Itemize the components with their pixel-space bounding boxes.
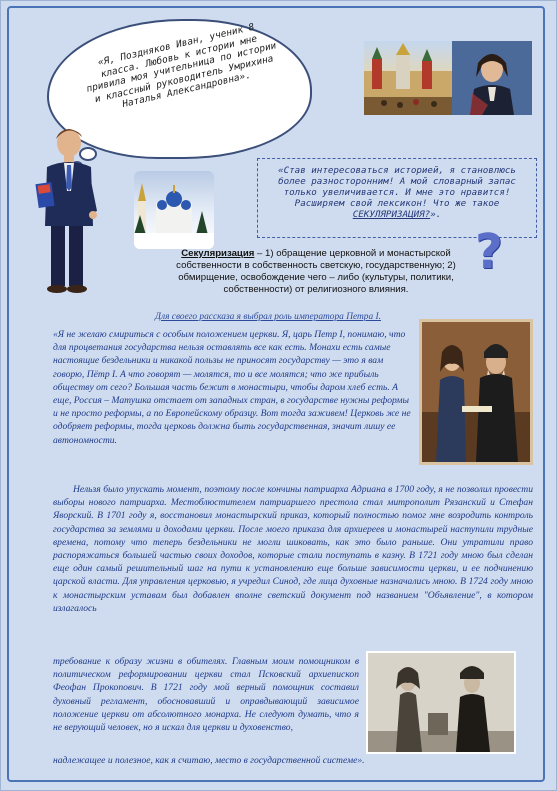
question-mark-icon: ? — [475, 224, 503, 280]
interest-quote-line2: Расширяем свой лексикон! Что же такое — [294, 198, 500, 209]
cloud-quote: «Я, Поздняков Иван, ученик 8 класса. Любовь к истории мне привила моя учительница по истории и классный руководитель Умрихина Наталья Александровна». — [85, 21, 278, 111]
peter-portrait — [452, 41, 532, 115]
definition-term: Секуляризация — [181, 248, 255, 259]
definition-text: – 1) обращение церковной и монастырской собственности в собственность светскую, государственную; 2) обмирщение, освобождение чего – либо (культуры, политики, собственности) от религиозного влияния. — [176, 248, 456, 295]
paragraph-4: надлежащее и полезное, как я считаю, место в государственной системе». — [53, 755, 365, 766]
peter-engraving — [366, 651, 516, 754]
definition-block — [151, 248, 481, 296]
paragraph-1: «Я не желаю смириться с особым положением церкви. Я, царь Петр I, понимаю, что для процветания государства нельзя оставлять все как есть. Монахи есть самые настоящие бездельники и никакой пользы не приносят государству — это я вам говорю, Пётр I. А что говорят — молятся, то и все молятся; что же прибыль обществу от сего? Большая часть бежит в монастыри, чтобы даром хлеб есть. А еще, Россия – Матушка отстает от западных стран, в государстве нужны реформы и не просто реформы, а по Европейскому образцу. Вот тогда заживем! Церковь же не одобряет реформы, тогда церковь должна быть государственная, значит лишу ее автономности. — [53, 329, 411, 446]
paragraph-2: Нельзя было упускать момент, поэтому после кончины патриарха Адриана в 1700 году, я не позволил провести выборы нового патриарха. Местоблюстителем патриаршего престола стал митрополит Рязанский и Стефан Яворский. В 1701 году я, восстановил монастырский приказ, который полностью помог мне возродить контроль государства за землями и доходами церкви. После моего приказа для архиереев и монастырей наступили трудные времена, потому что теперь бездельники не могли шиковать, как это было раньше. Они утратили право распоряжаться большей частью своих доходов, которые стали поступать в казну. В 1721 году мною был сделан еще один самый решительный шаг на пути к установлению еще больше зависимости церкви, и ее подчинению царской власти. Для управления церковью, я учредил Синод, где лица духовные назначались мною. В 1724 году мною к монастырским уставам был добавлен вполне светский документ под названием "Объявление", в котором излагалось — [53, 484, 533, 614]
interest-quote-line1: «Став интересоваться историей, я становлюсь более разносторонним! А мой словарный запас только увеличивается. И мне это нравится! — [278, 165, 516, 198]
peter-and-cleric-painting — [419, 319, 533, 465]
interest-quote-term: СЕКУЛЯРИЗАЦИЯ? — [352, 209, 431, 220]
student-figure — [31, 121, 101, 296]
paragraph-3: требование к образу жизни в обителях. Главным моим помощником в политическом реформировании церкви стал Псковский архиепископ Феофан Прокопович. В 1721 году мой верный помощник составил духовный регламент, обосновавший и оправдывающий зависимое положение церкви от абсолютного монарха. Не следуют думать, что я не верующий человек, но я искал для церкви и духовенство, — [53, 656, 359, 734]
interest-quote-end: ». — [430, 209, 442, 220]
role-line: Для своего рассказа я выбрал роль императора Петра I. — [155, 312, 381, 322]
monastery-photo — [134, 171, 214, 249]
kremlin-painting — [364, 41, 452, 115]
